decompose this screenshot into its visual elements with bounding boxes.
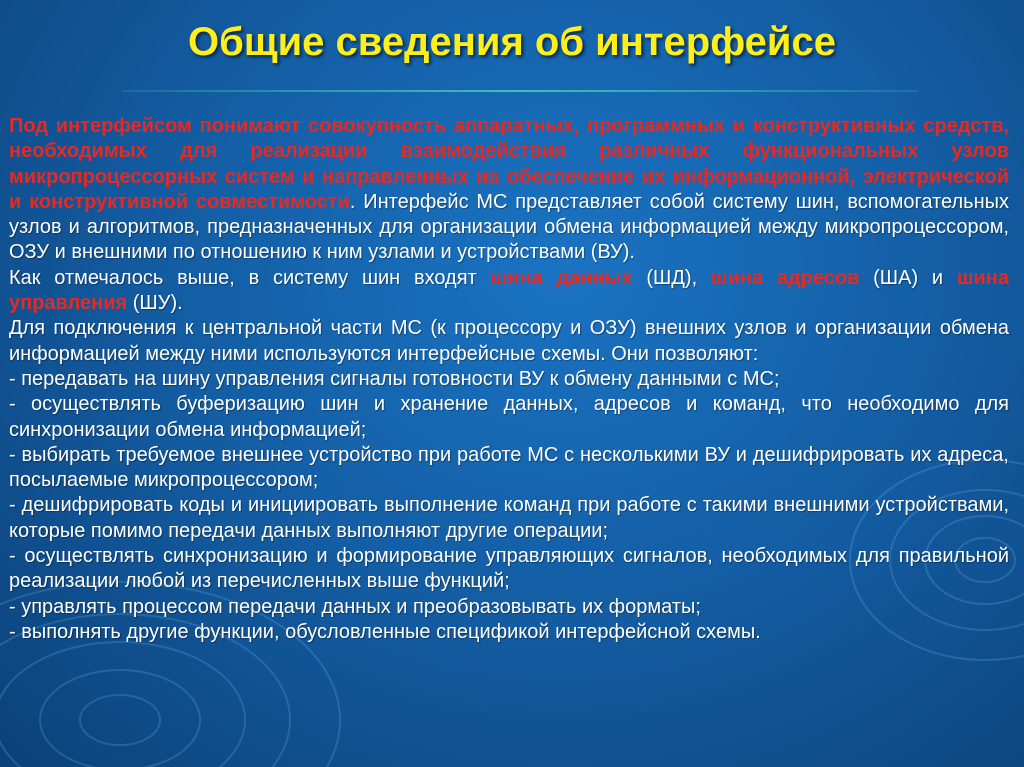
list-item: - осуществлять синхронизацию и формирование управляющих сигналов, необходимых для правильной реализации любой из перечисленных выше функций; <box>9 545 1009 593</box>
address-bus-abbr: (ША) и <box>859 266 957 289</box>
control-bus-abbr: (ШУ). <box>127 292 183 315</box>
data-bus-abbr: (ШД), <box>632 266 711 289</box>
address-bus-term: шина адресов <box>710 266 860 289</box>
interface-definition: Под интерфейсом понимают совокупность аппаратных, программных и конструктивных средств, необходимых для реализации взаимодействия различных функциональных узлов микропроцессорных систем и направленных на обеспечение их информационной, электрической и конструктивной совместимости <box>9 115 1009 213</box>
slide-body <box>9 114 1009 645</box>
list-item: - выбирать требуемое внешнее устройство при работе МС с несколькими ВУ и дешифрировать их адреса, посылаемые микропроцессором; <box>9 443 1009 492</box>
data-bus-term: шина данных <box>490 266 633 289</box>
paragraph-interface-circuits: Для подключения к центральной части МС (к процессору и ОЗУ) внешних узлов и организации обмена информацией между ними используются интерфейсные схемы. Они позволяют: <box>9 317 1009 365</box>
interface-description: . Интерфейс МС представляет собой систему шин, вспомогательных узлов и алгоритмов, предназначенных для организации обмена информацией между микропроцессором, ОЗУ и внешними по отношению к ним узлами и устройствами (ВУ). <box>9 190 1009 264</box>
paragraph-definition <box>9 114 1009 266</box>
slide-title: Общие сведения об интерфейсе <box>188 20 836 64</box>
buses-intro: Как отмечалось выше, в систему шин входят <box>9 266 491 289</box>
list-item: - выполнять другие функции, обусловленные спецификой интерфейсной схемы. <box>9 620 761 643</box>
title-divider <box>122 90 918 92</box>
list-item: - передавать на шину управления сигналы готовности ВУ к обмену данными с МС; <box>9 367 780 390</box>
list-item: - дешифрировать коды и инициировать выполнение команд при работе с такими внешними устройствами, которые помимо передачи данных выполняют другие операции; <box>9 494 1009 542</box>
control-bus-term: шина управления <box>9 266 1010 315</box>
list-item: - осуществлять буферизацию шин и хранение данных, адресов и команд, что необходимо для синхронизации обмена информацией; <box>9 393 1009 441</box>
paragraph-buses <box>9 266 1009 317</box>
list-item: - управлять процессом передачи данных и преобразовывать их форматы; <box>9 595 701 618</box>
